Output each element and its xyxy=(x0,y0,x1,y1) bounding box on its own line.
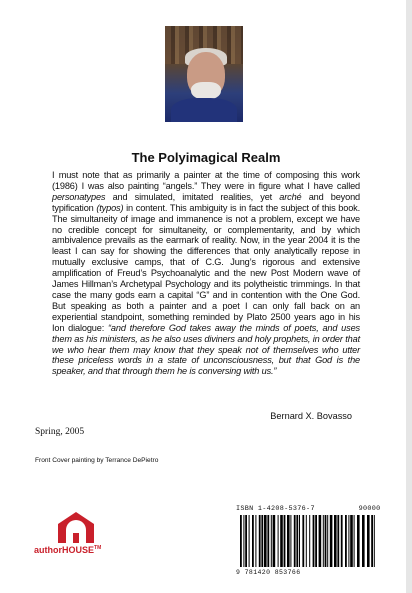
cover-credit: Front Cover painting by Terrance DePietro xyxy=(35,457,159,464)
blurb-segment: “and therefore God takes away the minds of poets, and uses them as his ministers, as he also uses diviners and holy prophets, in order that we who hear them may know that they speak not of themselves who utter these priceless words in a state of unconsciousness, but that God is the speaker, and that through them he is conversing with us.” xyxy=(52,322,360,377)
blurb-segment: arché xyxy=(279,191,302,202)
author-signature: Bernard X. Bovasso xyxy=(270,411,352,421)
barcode-number: 9 781420 853766 xyxy=(236,569,301,576)
author-photo xyxy=(165,26,243,122)
isbn-text: ISBN 1-4208-5376-7 90000 xyxy=(236,505,381,513)
blurb-segment: personatypes xyxy=(52,191,106,202)
blurb-segment: I must note that as primarily a painter at the time of composing this work (1986) I was also painting “angels.” They were in figure what I have called xyxy=(52,170,360,191)
page-edge xyxy=(406,0,412,593)
blurb-segment: and simulated, imitated realities, yet xyxy=(105,191,280,202)
barcode-bars-icon xyxy=(236,515,384,569)
isbn-barcode xyxy=(236,505,384,587)
date-line: Spring, 2005 xyxy=(35,427,85,437)
publisher-name: authorHOUSE™ xyxy=(34,545,102,555)
blurb-segment: in content. This ambiguity is in fact the subject of this book. The simultaneity of image and immanence is not a problem, except we have no credible concept for simultaneity, or complementarity, and by which ambivalence prevails as the earmark of reality. Now, in the year 2004 it is the least I can say for showing the differences that only analytically repose in mutually exclusive camps, that of C.G. Jung’s rigorous and extensive amplification of Freud’s Psychoanalytic and the new Post Modern wave of James Hillman’s Archetypal Psychology and its polytheistic trimmings. In that case the many gods earn a capital “G” and in contention with the One God. But speaking as both a painter and a poet I can only fall back on an experiential standpoint, something reminded by Plato 2500 years ago in his Ion dialogue: xyxy=(52,202,360,333)
authorhouse-logo-icon xyxy=(56,510,96,544)
blurb-segment: and beyond typification xyxy=(52,191,361,213)
blurb-segment: (typos) xyxy=(96,202,124,213)
blurb-text xyxy=(52,170,360,377)
book-title: The Polyimagical Realm xyxy=(131,150,281,165)
